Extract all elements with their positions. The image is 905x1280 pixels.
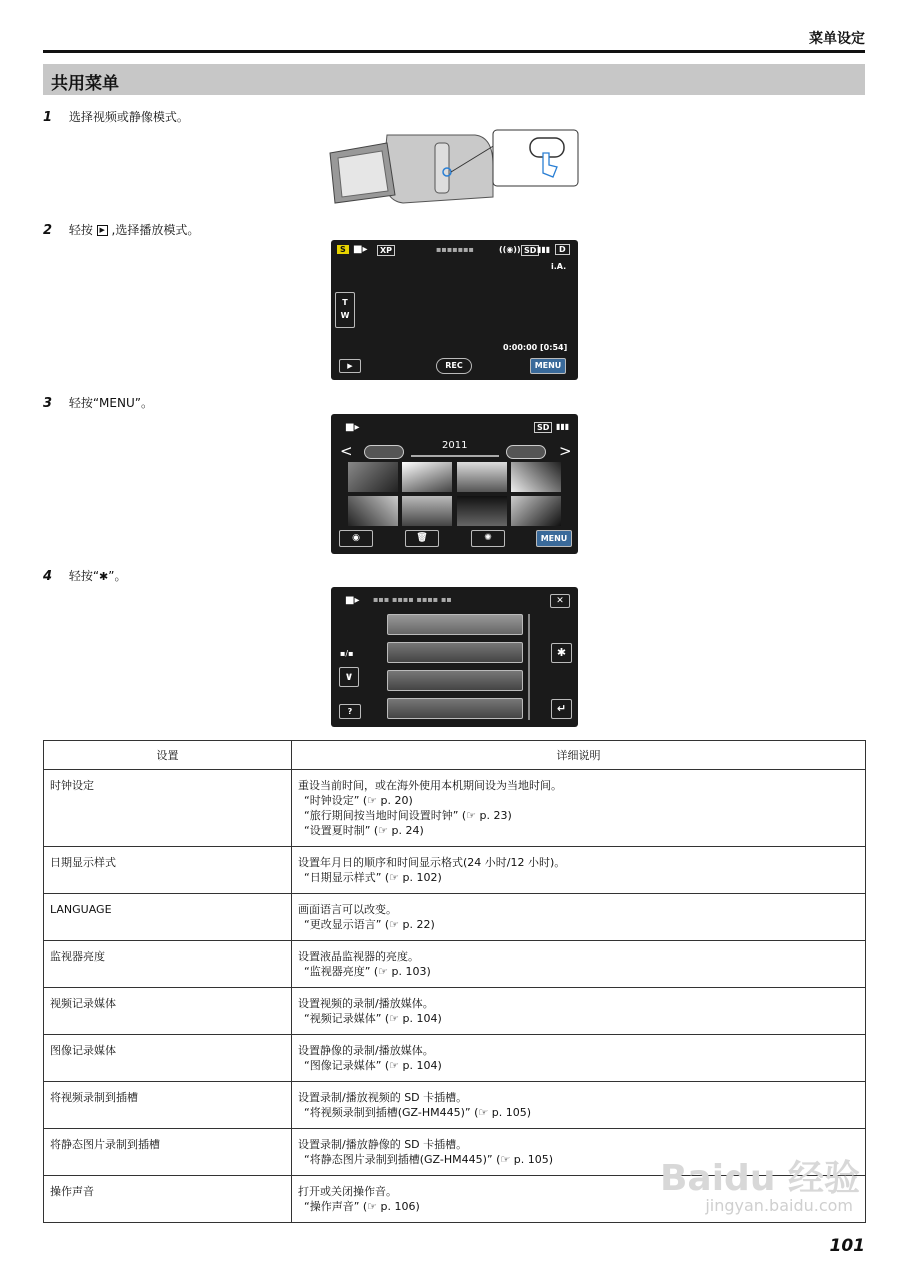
rec-button[interactable]: REC [436, 358, 472, 374]
menu-item[interactable] [387, 642, 523, 663]
scroll-down-button[interactable]: ∨ [339, 667, 359, 687]
step-text: 轻按 [68, 223, 93, 237]
delete-button[interactable]: 🗑 [405, 530, 439, 547]
menu-item[interactable] [387, 670, 523, 691]
timeline-bar [411, 455, 499, 457]
prev-arrow[interactable]: < [340, 442, 353, 460]
desc-line: 设置录制/播放静像的 SD 卡插槽。 [298, 1138, 468, 1151]
desc-link[interactable]: “将视频录制到插槽(GZ-HM445)” (☞ p. 105) [304, 1106, 531, 1119]
setting-name: 时钟设定 [44, 770, 292, 847]
stabilizer-icon: ((◉)) [499, 245, 521, 254]
header-rule [43, 50, 865, 53]
year-label: 2011 [442, 440, 468, 451]
setting-name: 将视频录制到插槽 [44, 1082, 292, 1129]
sd-badge: SD [521, 245, 539, 256]
step-text: 轻按“ [68, 569, 100, 583]
table-row [44, 1035, 866, 1082]
playback-icon: ▶ [97, 225, 108, 236]
desc-link[interactable]: “时钟设定” (☞ p. 20) [304, 794, 413, 807]
setting-description [292, 941, 866, 988]
battery-icon: ▮▮▮ [556, 422, 570, 431]
playback-screen [331, 414, 578, 554]
desc-link[interactable]: “设置夏时制” (☞ p. 24) [304, 824, 424, 837]
desc-line: 设置年月日的顺序和时间显示格式(24 小时/12 小时)。 [298, 856, 566, 869]
ia-label: i.A. [551, 262, 567, 271]
step-3 [43, 394, 153, 411]
thumbnail[interactable] [511, 496, 561, 526]
step-4 [43, 567, 126, 584]
sd-badge: SD [534, 422, 552, 433]
scrollbar[interactable] [528, 614, 530, 720]
desc-line: 设置静像的录制/播放媒体。 [298, 1044, 434, 1057]
zoom-control[interactable] [335, 292, 355, 328]
close-button[interactable]: ✕ [550, 594, 570, 608]
menu-title-blur: ▪▪▪ ▪▪▪▪ ▪▪▪▪ ▪▪ [373, 595, 452, 604]
setting-name: 视频记录媒体 [44, 988, 292, 1035]
digest-button[interactable]: ✺ [471, 530, 505, 547]
step-text: ”。 [108, 569, 127, 583]
page-indicator: ▪/▪ [340, 649, 354, 658]
video-camera-icon: ■▸ [353, 244, 368, 255]
desc-line: 重设当前时间，或在海外使用本机期间设为当地时间。 [298, 779, 562, 792]
desc-line: 画面语言可以改变。 [298, 903, 397, 916]
next-date-pill[interactable] [506, 445, 546, 459]
thumbnail[interactable] [457, 462, 507, 492]
settings-gear-button[interactable]: ✱ [551, 643, 572, 663]
next-arrow[interactable]: > [559, 442, 572, 460]
setting-name: 操作声音 [44, 1176, 292, 1223]
d-badge: D [555, 244, 570, 255]
table-row [44, 847, 866, 894]
column-header: 详细说明 [292, 741, 866, 770]
desc-link[interactable]: “监视器亮度” (☞ p. 103) [304, 965, 431, 978]
zoom-w: W [340, 311, 350, 320]
video-camera-icon: ■▸ [345, 422, 360, 433]
mode-badge: S [337, 245, 349, 254]
column-header: 设置 [44, 741, 292, 770]
page-number: 101 [829, 1236, 865, 1256]
thumbnail[interactable] [348, 496, 398, 526]
desc-link[interactable]: “操作声音” (☞ p. 106) [304, 1200, 420, 1213]
desc-line: 打开或关闭操作音。 [298, 1185, 397, 1198]
header-title: 菜单设定 [809, 31, 865, 47]
gear-icon: ✱ [99, 570, 109, 583]
step-1 [43, 108, 189, 125]
zoom-t: T [342, 298, 348, 307]
menu-button[interactable]: MENU [530, 358, 566, 374]
desc-line: 设置液晶监视器的亮度。 [298, 950, 419, 963]
desc-link[interactable]: “日期显示样式” (☞ p. 102) [304, 871, 442, 884]
help-button[interactable]: ? [339, 704, 361, 719]
table-row [44, 770, 866, 847]
prev-date-pill[interactable] [364, 445, 404, 459]
desc-link[interactable]: “旅行期间按当地时间设置时钟” (☞ p. 23) [304, 809, 512, 822]
desc-link[interactable]: “视频记录媒体” (☞ p. 104) [304, 1012, 442, 1025]
setting-name: 图像记录媒体 [44, 1035, 292, 1082]
menu-item[interactable] [387, 614, 523, 635]
menu-button[interactable]: MENU [536, 530, 572, 547]
section-bar [43, 64, 865, 95]
thumbnail[interactable] [402, 496, 452, 526]
desc-link[interactable]: “更改显示语言” (☞ p. 22) [304, 918, 435, 931]
step-number: 1 [43, 110, 53, 125]
table-row [44, 941, 866, 988]
setting-description [292, 894, 866, 941]
table-header-row [44, 741, 866, 770]
setting-description [292, 1082, 866, 1129]
setting-name: LANGUAGE [44, 894, 292, 941]
desc-line: 设置视频的录制/播放媒体。 [298, 997, 434, 1010]
quality-badge: XP [377, 245, 395, 256]
blurred-text: ▪▪▪▪▪▪▪ [436, 245, 474, 254]
step-number: 4 [43, 569, 53, 584]
setting-name: 监视器亮度 [44, 941, 292, 988]
step-number: 2 [43, 223, 53, 238]
record-mode-button[interactable]: ◉ [339, 530, 373, 547]
setting-name: 将静态图片录制到插槽 [44, 1129, 292, 1176]
desc-link[interactable]: “图像记录媒体” (☞ p. 104) [304, 1059, 442, 1072]
timecode: 0:00:00 [0:54] [503, 343, 568, 352]
step-number: 3 [43, 396, 53, 411]
video-camera-icon: ■▸ [345, 595, 360, 606]
recording-screen [331, 240, 578, 380]
watermark-url: jingyan.baidu.com [705, 1196, 853, 1215]
menu-item[interactable] [387, 698, 523, 719]
battery-icon: ▮▮▮ [537, 245, 551, 254]
thumbnail[interactable] [348, 462, 398, 492]
step-text: ,选择播放模式。 [111, 223, 200, 237]
section-title: 共用菜单 [51, 74, 119, 94]
back-button[interactable]: ↵ [551, 699, 572, 719]
setting-description [292, 770, 866, 847]
setting-name: 日期显示样式 [44, 847, 292, 894]
watermark-logo: Baidu 经验 [659, 1158, 860, 1199]
step-2 [43, 221, 199, 238]
setting-description [292, 988, 866, 1035]
step-text: 轻按“MENU”。 [68, 396, 153, 410]
desc-line: 设置录制/播放视频的 SD 卡插槽。 [298, 1091, 468, 1104]
camcorder-illustration [325, 125, 580, 207]
desc-link[interactable]: “将静态图片录制到插槽(GZ-HM445)” (☞ p. 105) [304, 1153, 553, 1166]
step-text: 选择视频或静像模式。 [68, 110, 189, 124]
thumbnail[interactable] [402, 462, 452, 492]
table-row [44, 1082, 866, 1129]
table-row [44, 988, 866, 1035]
setting-description [292, 847, 866, 894]
menu-screen [331, 587, 578, 727]
thumbnail[interactable] [511, 462, 561, 492]
playback-button[interactable]: ▶ [339, 359, 361, 373]
thumbnail[interactable] [457, 496, 507, 526]
setting-description [292, 1035, 866, 1082]
table-row [44, 894, 866, 941]
